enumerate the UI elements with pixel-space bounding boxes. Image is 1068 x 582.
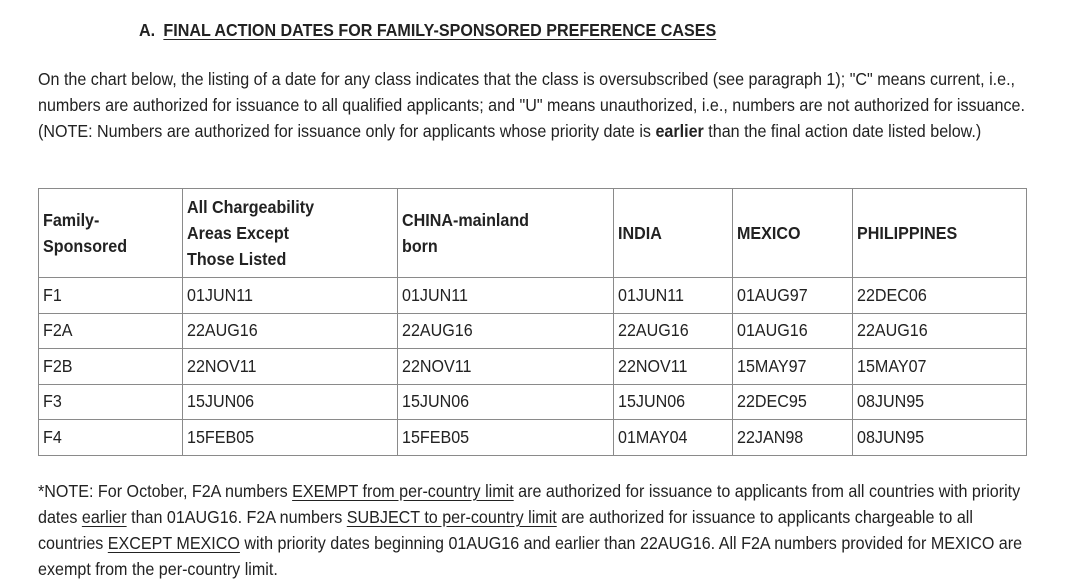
table-cell: 22AUG16 <box>183 313 398 349</box>
table-cell: 01AUG16 <box>733 313 853 349</box>
table-cell: 22DEC06 <box>853 278 1027 314</box>
table-cell: F3 <box>39 384 183 420</box>
table-cell: 15MAY07 <box>853 349 1027 385</box>
note-text: than 01AUG16. F2A numbers <box>126 507 347 527</box>
intro-tail: than the final action date listed below.) <box>703 121 982 141</box>
header-philippines: PHILIPPINES <box>853 189 1027 278</box>
table-cell: F2B <box>39 349 183 385</box>
table-row <box>39 349 1027 385</box>
section-letter: A. <box>139 20 156 40</box>
table-cell: 15FEB05 <box>398 420 614 456</box>
note-text: are authorized for issuance to applicants from all countries with priority dates <box>38 481 1021 527</box>
table-cell: 22NOV11 <box>614 349 733 385</box>
table-cell: 22NOV11 <box>398 349 614 385</box>
section-heading <box>139 20 716 41</box>
table-cell: 01JUN11 <box>614 278 733 314</box>
table-cell: 15JUN06 <box>398 384 614 420</box>
table-cell: 22NOV11 <box>183 349 398 385</box>
table-cell: 22AUG16 <box>614 313 733 349</box>
table-row <box>39 384 1027 420</box>
header-china: CHINA-mainland born <box>398 189 614 278</box>
exempt-link[interactable]: EXEMPT from per-country limit <box>292 481 514 501</box>
table-cell: 01MAY04 <box>614 420 733 456</box>
table-cell: 15MAY97 <box>733 349 853 385</box>
table-cell: 15FEB05 <box>183 420 398 456</box>
final-action-dates-table <box>38 188 1027 456</box>
subject-link[interactable]: SUBJECT to per-country limit <box>346 507 557 527</box>
note-text: with priority dates beginning 01AUG16 and earlier than 22AUG16. All F2A numbers provided for MEXICO are exempt from the per-country limit. <box>38 533 1023 579</box>
table-cell: 15JUN06 <box>614 384 733 420</box>
table-cell: 22JAN98 <box>733 420 853 456</box>
table-cell: 01AUG97 <box>733 278 853 314</box>
table-row <box>39 278 1027 314</box>
table-cell: 01JUN11 <box>183 278 398 314</box>
table-row <box>39 420 1027 456</box>
note-text: are authorized for issuance to applicants chargeable to all countries <box>38 507 973 553</box>
except-mexico-link[interactable]: EXCEPT MEXICO <box>107 533 240 553</box>
table-header-row <box>39 189 1027 278</box>
header-family-sponsored: Family- Sponsored <box>39 189 183 278</box>
table-cell: 01JUN11 <box>398 278 614 314</box>
table-row <box>39 313 1027 349</box>
intro-paragraph <box>38 66 1027 144</box>
table-cell: 08JUN95 <box>853 420 1027 456</box>
intro-bold-earlier: earlier <box>655 121 704 141</box>
intro-text: On the chart below, the listing of a date for any class indicates that the class is oversubscribed (see paragraph 1); "C" means current, i.e., numbers are authorized for issuance to all qualified applicants; and "U" means unauthorized, i.e., numbers are not authorized for issuance. (NOTE: Numbers are authorized for issuance only for applicants whose priority date is <box>38 69 1025 141</box>
table-cell: 08JUN95 <box>853 384 1027 420</box>
section-title: FINAL ACTION DATES FOR FAMILY-SPONSORED PREFERENCE CASES <box>163 20 717 40</box>
f2a-note-paragraph <box>38 478 1027 582</box>
header-all-chargeability: All Chargeability Areas Except Those Listed <box>183 189 398 278</box>
header-india: INDIA <box>614 189 733 278</box>
table-cell: F4 <box>39 420 183 456</box>
table-cell: 22AUG16 <box>853 313 1027 349</box>
note-text: *NOTE: For October, F2A numbers <box>38 481 293 501</box>
table-cell: 15JUN06 <box>183 384 398 420</box>
table-cell: 22DEC95 <box>733 384 853 420</box>
table-cell: F1 <box>39 278 183 314</box>
header-mexico: MEXICO <box>733 189 853 278</box>
table-cell: 22AUG16 <box>398 313 614 349</box>
table-cell: F2A <box>39 313 183 349</box>
note-underlined-earlier: earlier <box>81 507 127 527</box>
